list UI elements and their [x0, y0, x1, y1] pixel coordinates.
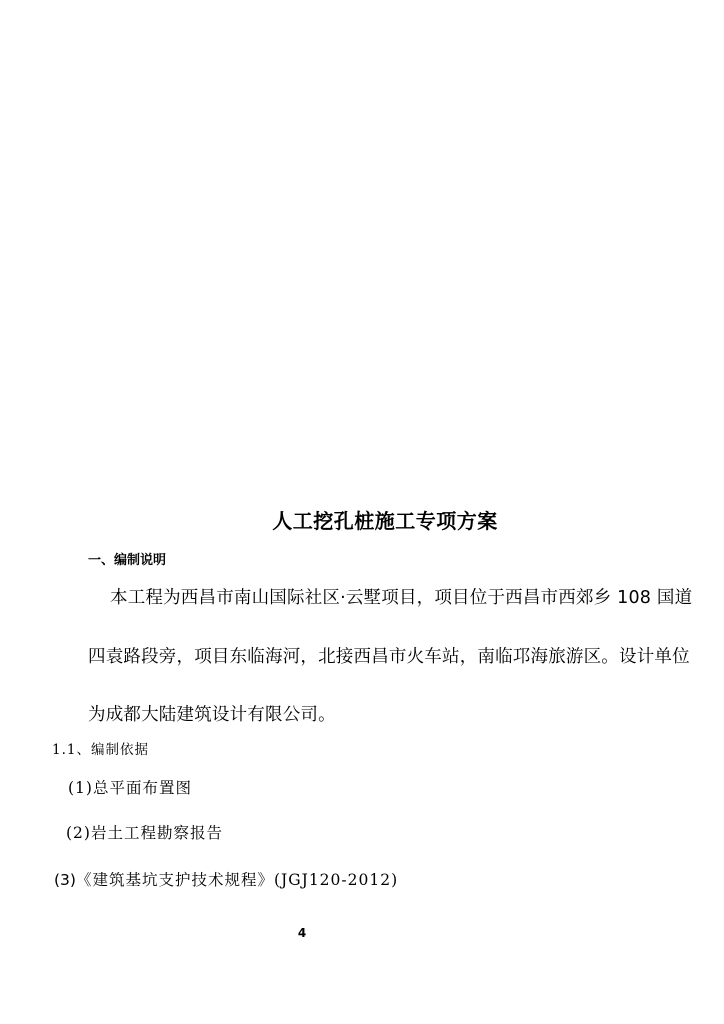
subsection-heading: 1.1、编制依据 [52, 742, 149, 758]
basis-item-number: (3) [54, 871, 76, 889]
document-title: 人工挖孔桩施工专项方案 [272, 509, 498, 533]
intro-line: 四袁路段旁，项目东临海河，北接西昌市火车站，南临邛海旅游区。设计单位 [88, 647, 690, 667]
basis-item-text: 《建筑基坑支护技术规程》(JGJ120-2012) [75, 871, 399, 889]
intro-line: 为成都大陆建筑设计有限公司。 [88, 705, 336, 725]
basis-item: (2)岩土工程勘察报告 [66, 824, 223, 842]
intro-line: 本工程为西昌市南山国际社区·云墅项目，项目位于西昌市西郊乡 108 国道 [110, 588, 693, 608]
page-number: 4 [297, 926, 307, 940]
basis-item [54, 868, 398, 890]
basis-item: (1)总平面布置图 [68, 779, 192, 797]
section-heading: 一、编制说明 [88, 553, 167, 568]
